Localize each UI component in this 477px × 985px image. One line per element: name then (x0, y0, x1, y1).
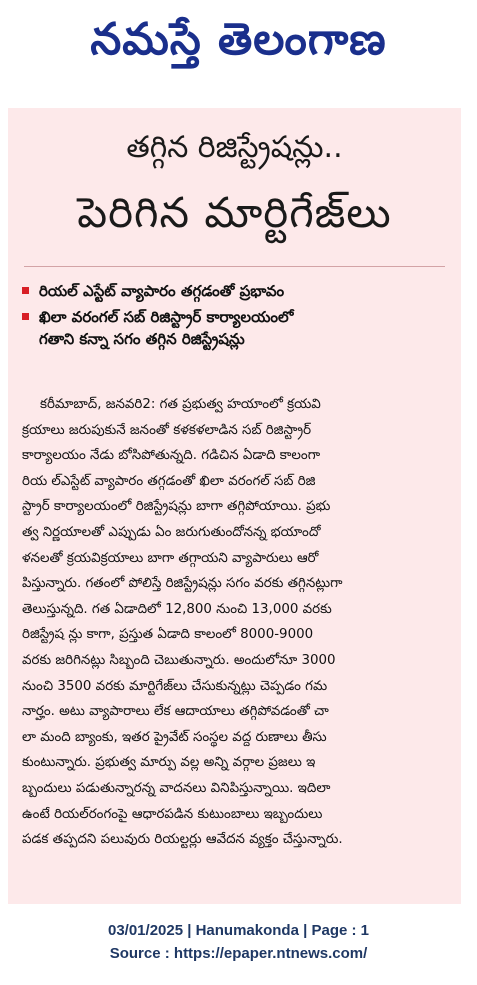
article-clipping (8, 108, 461, 904)
subhead-line: రియల్ ఎస్టేట్ వ్యాపారం తగ్గడంతో ప్రభావం (39, 282, 285, 300)
masthead (0, 0, 477, 90)
body-line: కార్యాలయం నేడు బోసిపోతున్నది. గడిచిన ఏడాది కాలంగా (22, 448, 321, 464)
body-line: నుంచి 3500 వరకు మార్టిగేజ్‌లు చేసుకున్నట్లు చెప్పడం గమ (22, 678, 328, 694)
article-body (22, 392, 447, 853)
body-line: లా మంది బ్యాంకు, ఇతర ప్రైవేట్ సంస్థల వద్ద రుణాలు తీసు (22, 729, 327, 745)
body-line: పడక తప్పదని పలువురు రియల్టర్లు ఆవేదన వ్యక్తం చేస్తున్నారు. (22, 832, 343, 848)
body-line: ఉంటే రియల్‌రంగంపై ఆధారపడిన కుటుంబాలు ఇబ్బందులు (22, 806, 323, 822)
body-line: వరకు జరిగినట్లు సిబ్బంది చెబుతున్నారు. అందులోనూ 3000 (22, 652, 336, 668)
subhead-line: గతాని కన్నా సగం తగ్గిన రిజిస్ట్రేషన్లు (39, 330, 245, 348)
headline-line-1: తగ్గిన రిజిస్ట్రేషన్లు.. (126, 130, 343, 165)
bullet-icon (22, 313, 29, 320)
bullet-icon (22, 287, 29, 294)
body-line: పిస్తున్నారు. గతంలో పోలిస్తే రిజిస్ట్రేషన్లు సగం వరకు తగ్గినట్లుగా (22, 576, 343, 592)
subhead-item (22, 306, 447, 350)
body-line: ళనలతో క్రయవిక్రయాలు బాగా తగ్గాయని వ్యాపారులు ఆరో (22, 550, 319, 566)
body-line: స్ట్రార్ కార్యాలయంలో రిజిస్ట్రేషన్లు బాగా తగ్గిపోయాయి. ప్రభు (22, 499, 331, 515)
body-line: కుంటున్నారు. ప్రభుత్వ మార్పు వల్ల అన్ని వర్గాల ప్రజలు ఇ (22, 755, 316, 771)
body-line: కరీమాబాద్, జనవరి2: గత ప్రభుత్వ హయాంలో క్రయవి (40, 397, 321, 412)
footer-edition-info: 03/01/2025 | Hanumakonda | Page : 1 (107, 922, 369, 939)
body-line: నార్హం. అటు వ్యాపారాలు లేక ఆదాయాలు తగ్గిపోవడంతో చా (22, 704, 329, 720)
headline-line-2: పెరిగిన మార్టిగేజ్‌లు (77, 188, 392, 237)
subheads (22, 280, 447, 354)
body-line: క్రయాలు జరుపుకునే జనంతో కళకళలాడిన సబ్ రిజిస్ట్రార్ (22, 422, 312, 438)
subhead-item (22, 280, 447, 302)
body-line: రియ ల్‌ఎస్టేట్ వ్యాపారం తగ్గడంతో ఖిలా వరంగల్ సబ్ రిజి (22, 473, 316, 489)
footer-source: Source : https://epaper.ntnews.com/ (109, 945, 368, 962)
headline-divider (24, 266, 445, 267)
body-line: త్వ నిర్ణయాలతో ఎప్పుడు ఏం జరుగుతుందోనన్న భయాందో (22, 524, 321, 540)
body-line: రిజిస్ట్రేష న్లు కాగా, ప్రస్తుత ఏడాది కాలంలో 8000-9000 (22, 627, 314, 643)
masthead-title: నమస్తే తెలంగాణ (90, 14, 387, 65)
body-line: తెలుస్తున్నది. గత ఏడాదిలో 12,800 నుంచి 13,000 వరకు (22, 601, 332, 617)
body-line: బ్బందులు పడుతున్నారన్న వాదనలు వినిపిస్తున్నాయి. ఇదిలా (22, 780, 331, 796)
subhead-line: ఖిలా వరంగల్ సబ్ రిజిస్ట్రార్ కార్యాలయంలో (39, 308, 294, 326)
